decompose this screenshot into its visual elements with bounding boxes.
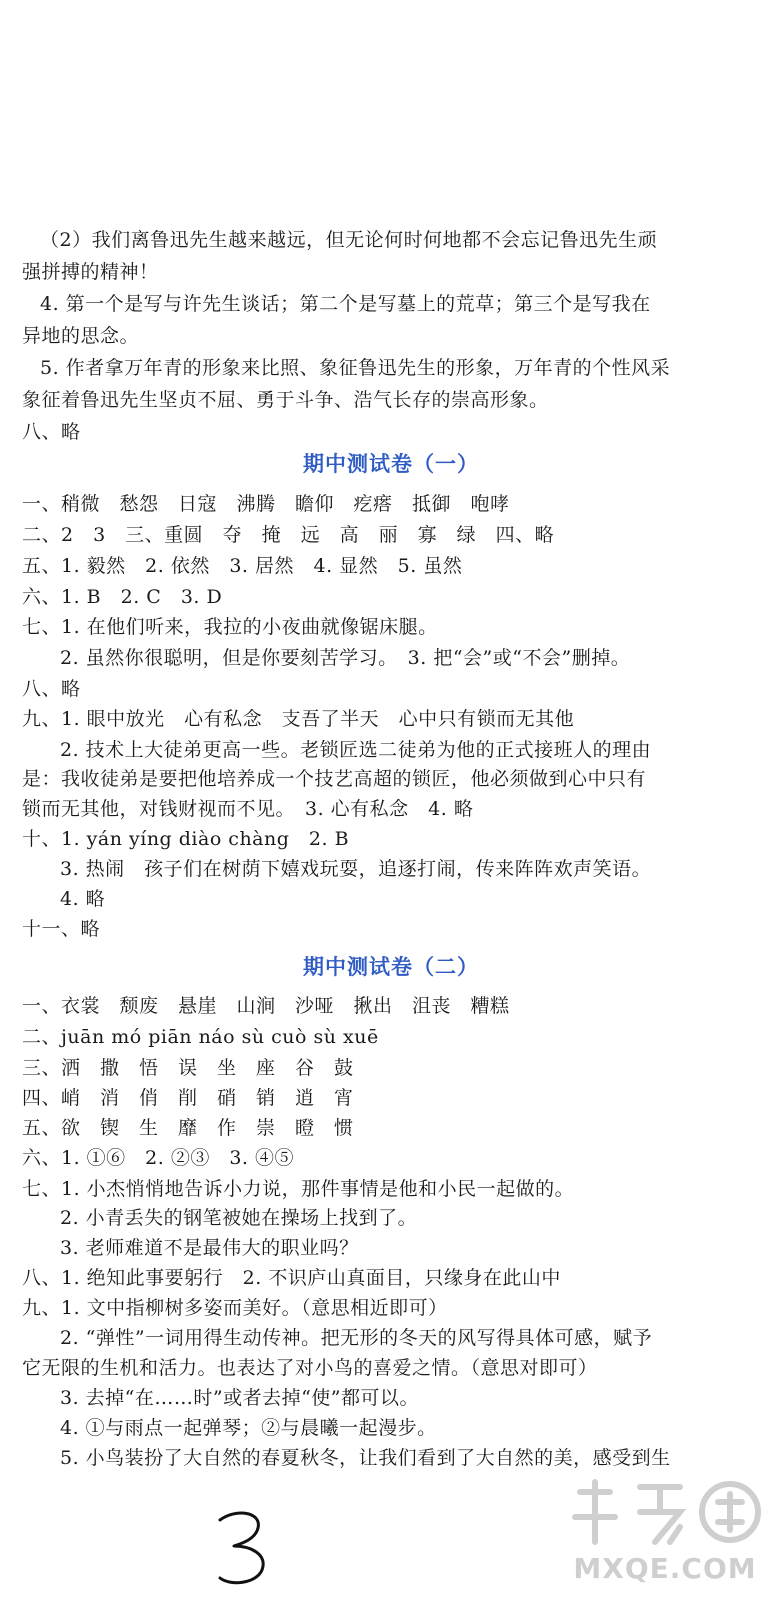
answer-line: 2. “弹性”一词用得生动传神。把无形的冬天的风写得具体可感，赋予: [60, 1327, 653, 1349]
answer-line: 四、峭 消 俏 削 硝 销 逍 宵: [22, 1087, 354, 1109]
handwritten-page-number: [214, 1508, 274, 1588]
answer-line: 八、略: [22, 678, 81, 700]
answer-line: 它无限的生机和活力。也表达了对小鸟的喜爱之情。（意思对即可）: [22, 1357, 598, 1379]
answer-line: 象征着鲁迅先生坚贞不屈、勇于斗争、浩气长存的崇高形象。: [22, 389, 549, 411]
answer-line: 异地的思念。: [22, 325, 140, 347]
answer-line: 4. 第一个是写与许先生谈话；第二个是写墓上的荒草；第三个是写我在: [40, 293, 651, 315]
answer-line: 五、1. 毅然 2. 依然 3. 居然 4. 显然 5. 虽然: [22, 555, 463, 577]
answer-line: 九、1. 眼中放光 心有私念 支吾了半天 心中只有锁而无其他: [22, 708, 575, 730]
answer-line: 3. 老师难道不是最伟大的职业吗？: [60, 1237, 359, 1259]
answer-line: 4. ①与雨点一起弹琴；②与晨曦一起漫步。: [60, 1417, 437, 1439]
answer-line: 2. 小青丢失的钢笔被她在操场上找到了。: [60, 1207, 418, 1229]
answer-line: 八、1. 绝知此事要躬行 2. 不识庐山真面目，只缘身在此山中: [22, 1267, 561, 1289]
answer-line: 二、2 3 三、重圆 夺 掩 远 高 丽 寡 绿 四、略: [22, 524, 555, 546]
answer-line: 八、略: [22, 421, 81, 443]
answer-line: 九、1. 文中指柳树多姿而美好。（意思相近即可）: [22, 1297, 448, 1319]
answer-line: 五、欲 锲 生 靡 作 崇 瞪 惯: [22, 1117, 354, 1139]
watermark-logo: [560, 1472, 770, 1594]
watermark-url: MXQE.COM: [573, 1552, 757, 1585]
answer-line: 5. 小鸟装扮了大自然的春夏秋冬，让我们看到了大自然的美，感受到生: [60, 1447, 671, 1469]
answer-line: 强拼搏的精神！: [22, 261, 159, 283]
answer-line: 六、1. ①⑥ 2. ②③ 3. ④⑤: [22, 1147, 295, 1169]
answer-line: 十一、略: [22, 918, 101, 940]
section-title-test2: 期中测试卷（二）: [303, 955, 479, 979]
section-title-test1: 期中测试卷（一）: [303, 452, 479, 476]
answer-line: 3. 去掉“在……时”或者去掉“使”都可以。: [60, 1387, 420, 1409]
answer-line: 2. 技术上大徒弟更高一些。老锁匠选二徒弟为他的正式接班人的理由: [60, 739, 652, 761]
answer-line: 十、1. yán yíng diào chàng 2. B: [22, 828, 350, 850]
answer-line: 六、1. B 2. C 3. D: [22, 586, 223, 608]
answer-line: 三、洒 撒 悟 误 坐 座 谷 鼓: [22, 1057, 354, 1079]
answer-line: （2）我们离鲁迅先生越来越远，但无论何时何地都不会忘记鲁迅先生顽: [40, 229, 658, 251]
answer-line: 3. 热闹 孩子们在树荫下嬉戏玩耍，追逐打闹，传来阵阵欢声笑语。: [60, 858, 652, 880]
answer-line: 4. 略: [60, 888, 106, 910]
answer-line: 5. 作者拿万年青的形象来比照、象征鲁迅先生的形象，万年青的个性风采: [40, 357, 671, 379]
answer-line: 一、稍微 愁怨 日寇 沸腾 瞻仰 疙瘩 抵御 咆哮: [22, 493, 510, 515]
answer-line: 2. 虽然你很聪明，但是你要刻苦学习。 3. 把“会”或“不会”删掉。: [60, 647, 631, 669]
answer-line: 锁而无其他，对钱财视而不见。 3. 心有私念 4. 略: [22, 798, 474, 820]
answer-line: 二、juān mó piān náo sù cuò sù xuē: [22, 1026, 379, 1048]
answer-line: 一、衣裳 颓废 悬崖 山涧 沙哑 揪出 沮丧 糟糕: [22, 995, 510, 1017]
answer-line: 七、1. 小杰悄悄地告诉小力说，那件事情是他和小民一起做的。: [22, 1178, 575, 1200]
answer-line: 是：我收徒弟是要把他培养成一个技艺高超的锁匠，他必须做到心中只有: [22, 768, 647, 790]
answer-line: 七、1. 在他们听来，我拉的小夜曲就像锯床腿。: [22, 616, 438, 638]
watermark-icon: [560, 1472, 770, 1552]
